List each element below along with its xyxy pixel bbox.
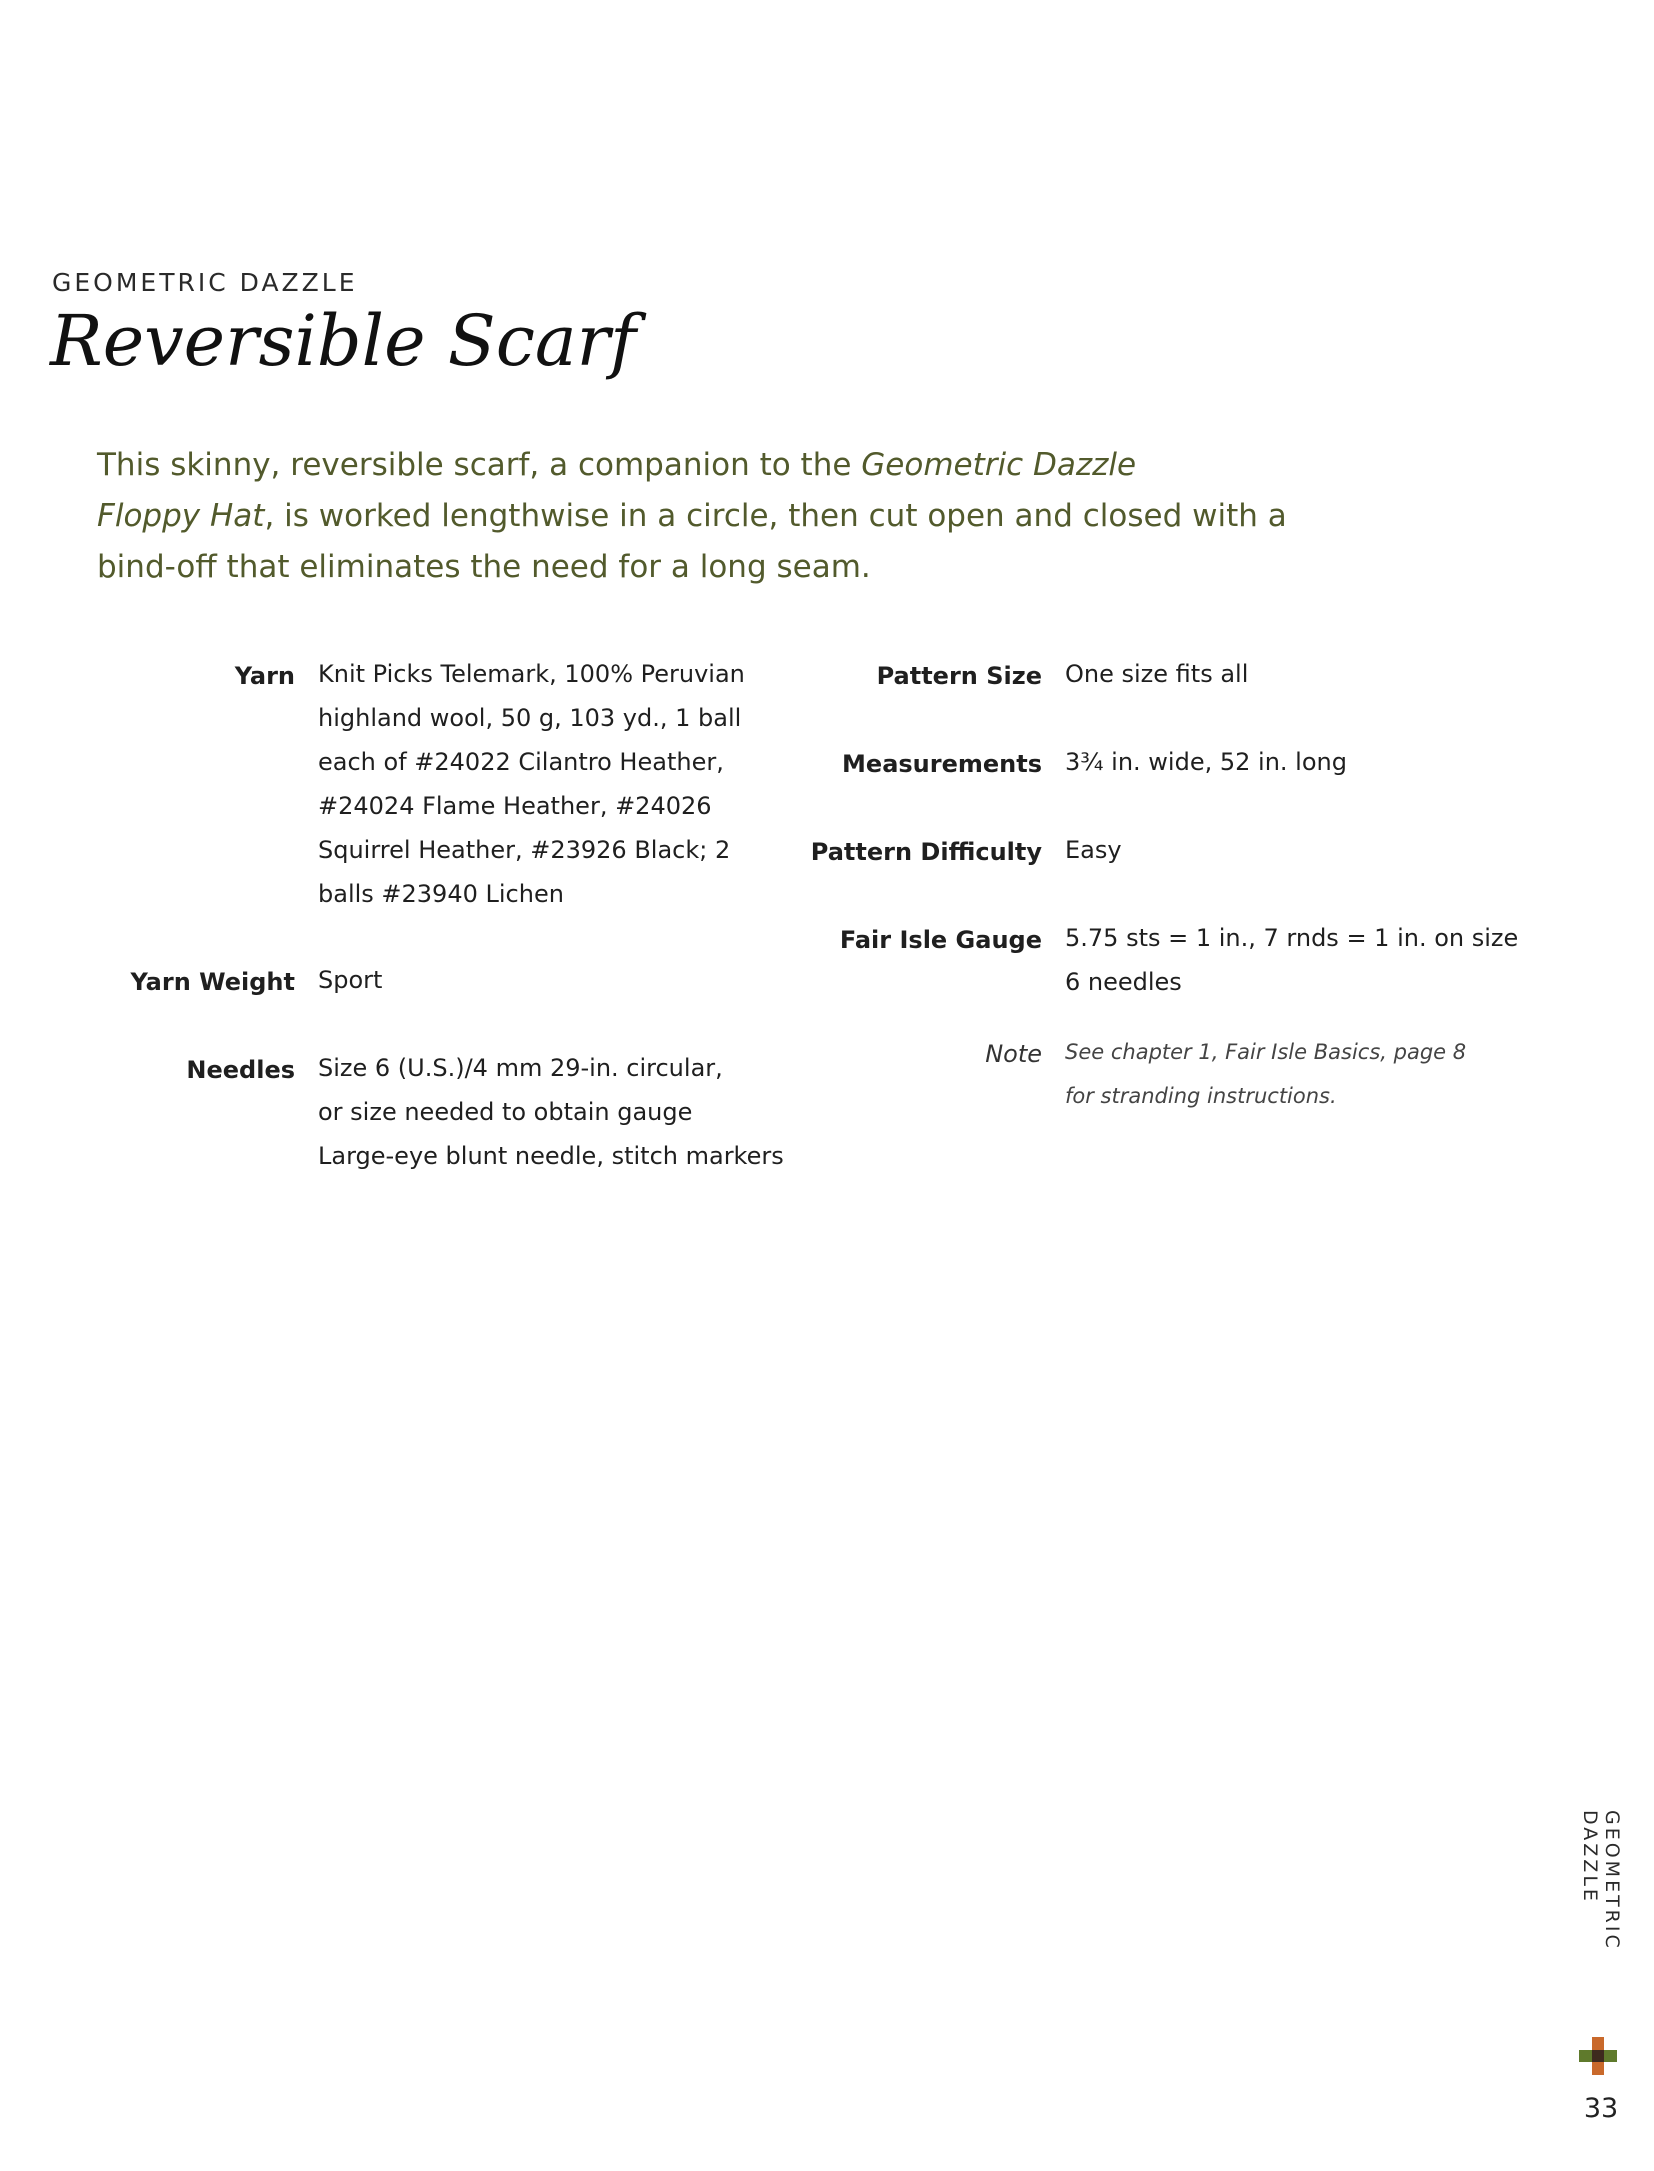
spec-value-gauge: 5.75 sts = 1 in., 7 rnds = 1 in. on size 6 needles [1065,924,1519,996]
plus-center [1592,2050,1604,2062]
spec-label-yarn: Yarn [234,662,295,690]
spec-value-yarn-weight: Sport [318,966,383,994]
intro-line-1: This skinny, reversible scarf, a companion to the Geometric Dazzle [97,447,1137,483]
spec-label-needles: Needles [186,1056,295,1084]
spec-value-measurements: 3¾ in. wide, 52 in. long [1065,748,1347,776]
intro-line-2: Floppy Hat, is worked lengthwise in a circle, then cut open and closed with a [97,498,1287,534]
spec-label-yarn-weight: Yarn Weight [130,968,295,996]
plus-ornament-icon [1579,2037,1617,2075]
intro-line-3: bind-off that eliminates the need for a long seam. [97,549,871,585]
spec-label-pattern-size: Pattern Size [876,662,1042,690]
section-kicker: GEOMETRIC DAZZLE [52,268,358,297]
side-section-label: GEOMETRIC DAZZLE [1579,1810,1623,1951]
intro-italic-1: Geometric Dazzle [861,447,1137,483]
intro-paragraph [97,440,1337,593]
spec-label-difficulty: Pattern Difficulty [810,838,1042,866]
spec-value-note: See chapter 1, Fair Isle Basics, page 8 for stranding instructions. [1065,1040,1467,1108]
intro-italic-2: Floppy Hat [97,498,265,534]
page-number: 33 [1583,2093,1619,2124]
spec-label-note: Note [985,1040,1042,1068]
spec-value-needles: Size 6 (U.S.)/4 mm 29-in. circular, or size needed to obtain gauge Large-eye blunt needle, stitch markers [318,1054,784,1170]
page-title: Reversible Scarf [50,300,637,382]
spec-label-measurements: Measurements [842,750,1042,778]
spec-value-difficulty: Easy [1065,836,1122,864]
spec-value-yarn: Knit Picks Telemark, 100% Peruvian highland wool, 50 g, 103 yd., 1 ball each of #24022 Cilantro Heather, #24024 Flame Heather, #24026 Squirrel Heather, #23926 Black; 2 balls #23940 Lichen [318,660,745,908]
spec-value-pattern-size: One size fits all [1065,660,1249,688]
spec-label-gauge: Fair Isle Gauge [839,926,1042,954]
